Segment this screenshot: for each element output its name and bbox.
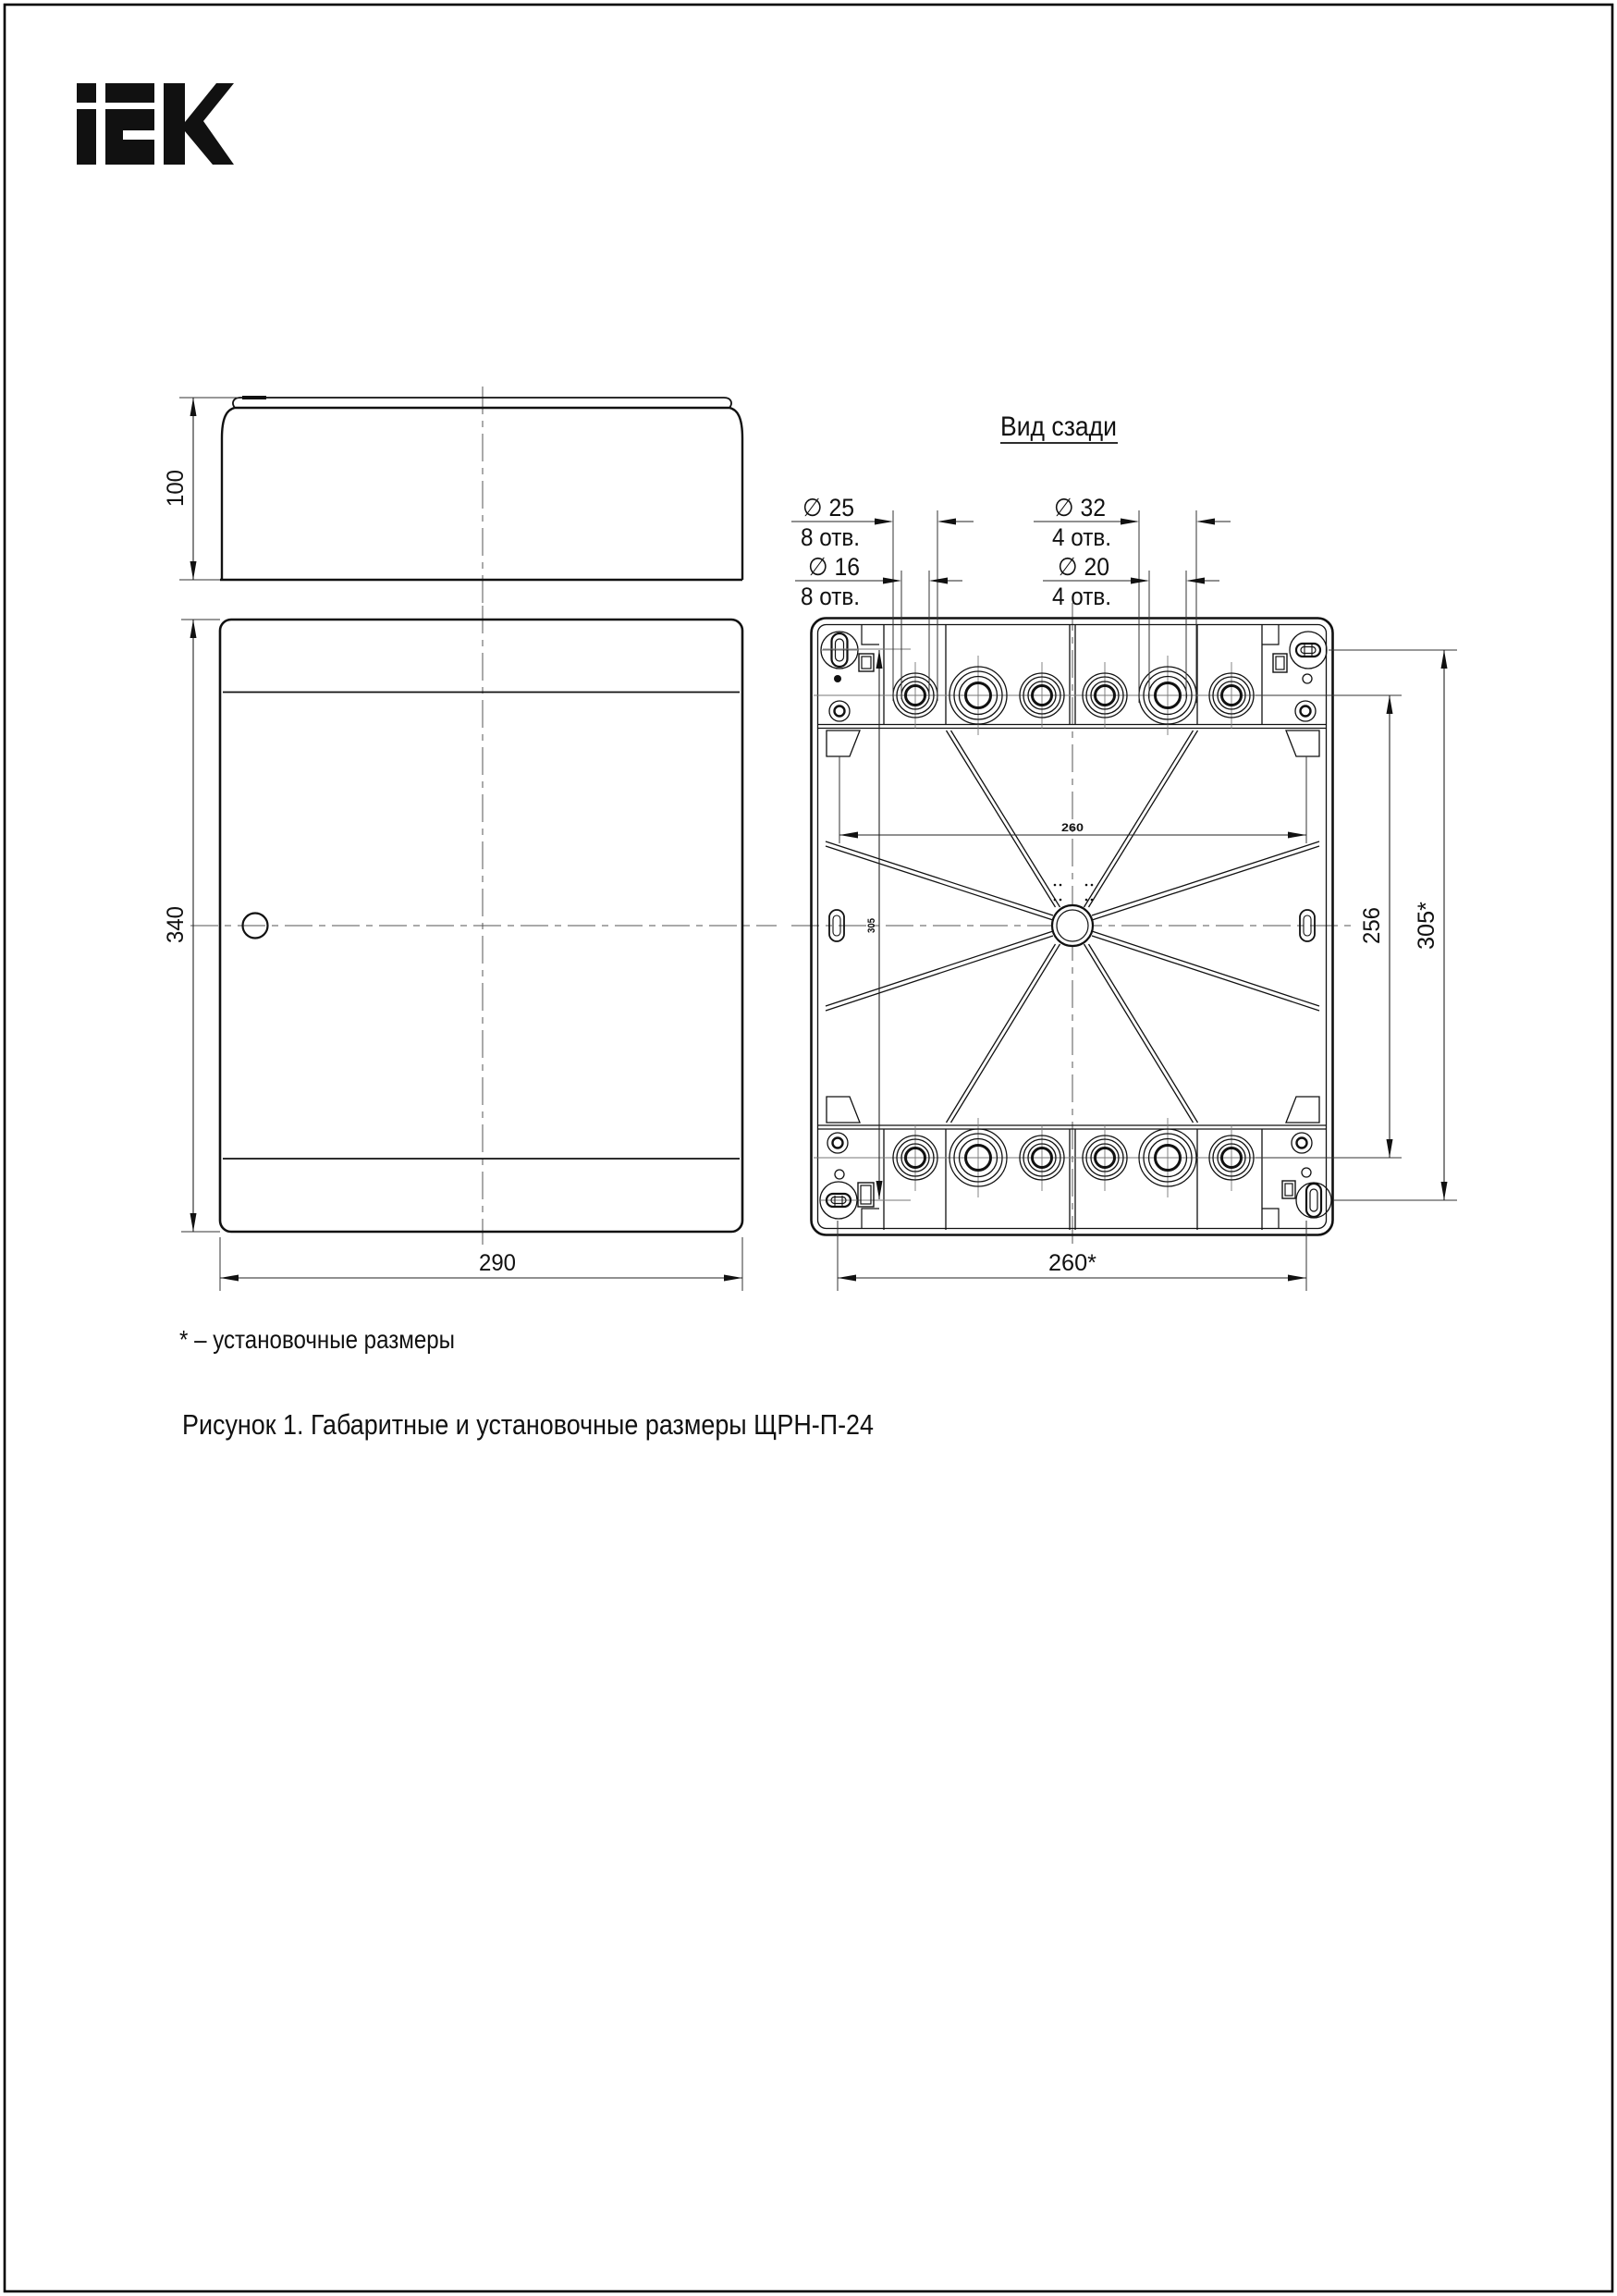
rear-view-title: Вид сзади [1000,411,1117,442]
dim-inner-305-label: 305 [866,915,877,933]
rail-tab [827,1097,860,1123]
footnote: * – установочные размеры [179,1325,455,1354]
rail-tab [1286,731,1319,756]
knockout-25-16 [885,662,946,729]
knockout-25-16 [1201,662,1262,729]
dim-100-label: 100 [163,468,189,507]
callout-d16-label: ∅ 16 [808,553,860,581]
screw-boss [1295,701,1316,721]
overall-dimensions [163,398,742,1291]
mount-corner-bottom-right [1262,1133,1331,1229]
center-hole [1052,905,1093,946]
figure-caption: Рисунок 1. Габаритные и установочные размеры ЩРН-П-24 [182,1408,874,1441]
knockout-32-20 [942,656,1014,735]
mount-corner-top-right [1262,625,1327,721]
knockout-32-20 [942,1118,1014,1197]
screw-boss [829,701,850,721]
mount-keyhole-slot [1296,644,1320,657]
dim-260-label: 260* [1048,1250,1097,1276]
callout-d20-count: 4 отв. [1052,583,1111,610]
callout-d32-count: 4 отв. [1052,523,1111,551]
knockout-32-20 [1132,656,1204,735]
knockout-32-20 [1132,1118,1204,1197]
rail-tab [1286,1097,1319,1123]
dim-290-label: 290 [479,1250,516,1276]
rear-view [791,411,1457,1291]
mold-marks [1054,884,1094,902]
callout-d25-count: 8 отв. [801,523,860,551]
dim-305-label: 305* [1414,902,1439,950]
top-view [220,387,742,603]
mount-corner-top-left [821,625,879,721]
page-border [5,5,1612,2291]
knockout-25-16 [1074,662,1135,729]
knockout-25-16 [1011,662,1072,729]
callout-d32-label: ∅ 32 [1054,494,1106,522]
knockout-25-16 [1074,1124,1135,1191]
front-view [190,606,777,1245]
top-knockout-strip [814,624,1327,735]
callout-d16-count: 8 отв. [801,583,860,610]
knockout-25-16 [885,1124,946,1191]
dim-256-label: 256 [1359,905,1385,944]
dim-340-label: 340 [163,904,189,943]
knockout-25-16 [1011,1124,1072,1191]
iek-logo [77,83,234,165]
mount-corner-bottom-left [820,1133,911,1229]
dim-inner-260-label: 260 [1061,821,1084,834]
mold-dot [834,675,841,682]
callout-d20-label: ∅ 20 [1058,553,1109,581]
screw-boss [1292,1133,1312,1153]
bottom-knockout-strip [814,1118,1327,1230]
callout-d25-label: ∅ 25 [802,494,854,522]
knockout-25-16 [1201,1124,1262,1191]
screw-boss [827,1133,848,1153]
rail-tab [827,731,860,756]
